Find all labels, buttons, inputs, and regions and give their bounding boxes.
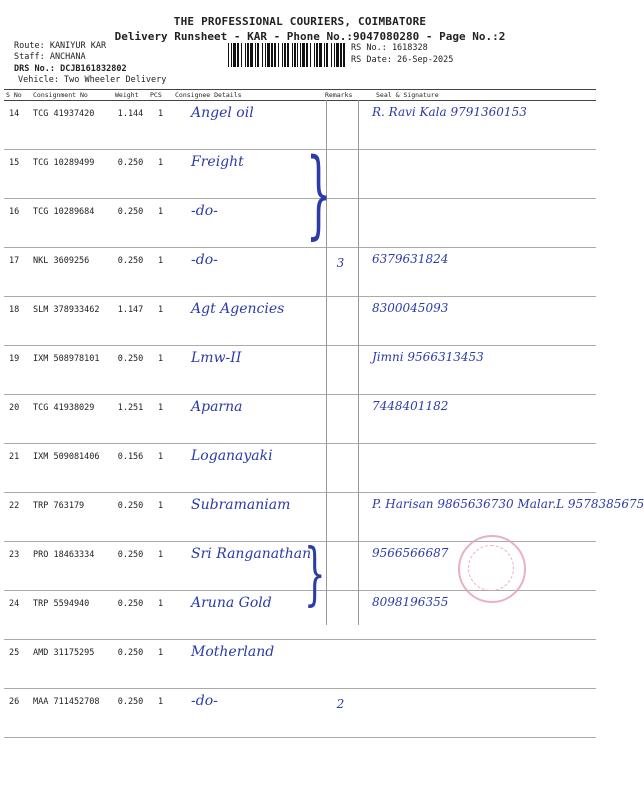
row-remarks (323, 640, 358, 689)
barcode-bar (257, 43, 259, 67)
table-row (4, 640, 596, 689)
row-sno: 25 (4, 640, 31, 689)
company-title: THE PROFESSIONAL COURIERS, COIMBATORE (173, 15, 427, 28)
barcode-bar (294, 43, 296, 67)
barcode-bar (233, 43, 236, 67)
row-consignment: TCG 41937420 (31, 101, 113, 150)
drs-row (14, 64, 127, 75)
row-seal: 6379631824 (358, 248, 596, 297)
col-weight: Weight (113, 90, 148, 101)
group-brace: } (306, 140, 332, 251)
row-weight: 1.251 (113, 395, 148, 444)
row-sno: 26 (4, 689, 31, 738)
row-consignment: MAA 711452708 (31, 689, 113, 738)
row-remarks (323, 395, 358, 444)
group-brace: } (304, 535, 326, 615)
col-seal: Seal & Signature (358, 90, 596, 101)
row-consignment: TCG 10289499 (31, 150, 113, 199)
row-seal (358, 640, 596, 689)
col-consignee: Consignee Details (173, 90, 323, 101)
row-seal: P. Harisan 9865636730 Malar.L 9578385675 (358, 493, 596, 542)
row-remarks (323, 591, 358, 640)
row-pcs: 1 (148, 444, 173, 493)
row-sno: 14 (4, 101, 31, 150)
table-row (4, 150, 596, 199)
barcode-bar (287, 43, 289, 67)
row-seal (358, 150, 596, 199)
table-row (4, 346, 596, 395)
row-sno: 15 (4, 150, 31, 199)
row-sno: 21 (4, 444, 31, 493)
row-weight: 0.250 (113, 493, 148, 542)
barcode-bar (300, 43, 301, 67)
row-consignee: -do- (173, 248, 323, 297)
barcode-bar (324, 43, 325, 67)
table-header-row (4, 90, 596, 101)
barcode-bar (271, 43, 273, 67)
barcode-bar (319, 43, 322, 67)
barcode-bar (237, 43, 239, 67)
row-consignee: Freight (173, 150, 323, 199)
barcode (228, 43, 346, 67)
barcode-bar (310, 43, 311, 67)
barcode-bar (274, 43, 276, 67)
barcode-bar (247, 43, 249, 67)
row-remarks: 2 (323, 689, 358, 738)
barcode-bar (340, 43, 342, 67)
row-consignment: IXM 508978101 (31, 346, 113, 395)
runsheet-table (4, 89, 644, 738)
rs-number: RS No.: 1618328 (351, 43, 428, 53)
row-consignment: TRP 763179 (31, 493, 113, 542)
rs-date: RS Date: 26-Sep-2025 (351, 55, 454, 65)
row-consignment: SLM 378933462 (31, 297, 113, 346)
row-consignment: AMD 31175295 (31, 640, 113, 689)
row-consignee: Angel oil (173, 101, 323, 150)
barcode-bar (267, 43, 270, 67)
row-consignment: PRO 18463334 (31, 542, 113, 591)
route-label: Route: KANIYUR KAR (14, 41, 107, 51)
row-seal: 8098196355 (358, 591, 596, 640)
row-sno: 23 (4, 542, 31, 591)
row-consignee: Loganayaki (173, 444, 323, 493)
table-row (4, 199, 596, 248)
drs-label: DRS No.: (14, 64, 55, 74)
row-seal: 9566566687 (358, 542, 596, 591)
row-sno: 22 (4, 493, 31, 542)
table-row (4, 444, 596, 493)
barcode-bar (265, 43, 266, 67)
barcode-bar (250, 43, 253, 67)
row-pcs: 1 (148, 640, 173, 689)
row-pcs: 1 (148, 150, 173, 199)
row-pcs: 1 (148, 591, 173, 640)
barcode-bar (326, 43, 328, 67)
barcode-bar (262, 43, 263, 67)
table-row (4, 395, 596, 444)
table-row (4, 248, 596, 297)
row-pcs: 1 (148, 199, 173, 248)
barcode-bar (292, 43, 293, 67)
runsheet-subtitle: Delivery Runsheet - KAR - Phone No.:9047080280 - Page No.:2 (114, 30, 506, 43)
row-sno: 24 (4, 591, 31, 640)
row-pcs: 1 (148, 297, 173, 346)
row-sno: 19 (4, 346, 31, 395)
barcode-bar (331, 43, 332, 67)
col-consignment: Consignment No (31, 90, 113, 101)
row-pcs: 1 (148, 346, 173, 395)
row-seal: 7448401182 (358, 395, 596, 444)
row-seal (358, 444, 596, 493)
row-pcs: 1 (148, 248, 173, 297)
row-weight: 0.250 (113, 248, 148, 297)
row-weight: 0.250 (113, 346, 148, 395)
col-sno: S No (4, 90, 31, 101)
row-pcs: 1 (148, 689, 173, 738)
row-remarks (323, 493, 358, 542)
row-consignment: NKL 3609256 (31, 248, 113, 297)
row-weight: 1.144 (113, 101, 148, 150)
barcode-bar (306, 43, 308, 67)
row-consignee: Agt Agencies (173, 297, 323, 346)
barcode-bar (241, 43, 242, 67)
row-consignee: Motherland (173, 640, 323, 689)
row-weight: 0.250 (113, 150, 148, 199)
col-pcs: PCS (148, 90, 173, 101)
table-row (4, 689, 596, 738)
row-seal: Jimni 9566313453 (358, 346, 596, 395)
seal-stamp (458, 535, 526, 603)
row-weight: 0.250 (113, 689, 148, 738)
row-consignee: Aruna Gold (173, 591, 323, 640)
row-consignee: Subramaniam (173, 493, 323, 542)
row-pcs: 1 (148, 395, 173, 444)
barcode-bar (245, 43, 246, 67)
row-weight: 0.250 (113, 542, 148, 591)
barcode-bar (228, 43, 229, 67)
row-seal (358, 199, 596, 248)
barcode-bar (336, 43, 339, 67)
row-pcs: 1 (148, 101, 173, 150)
row-seal: R. Ravi Kala 9791360153 (358, 101, 596, 150)
row-sno: 20 (4, 395, 31, 444)
row-remarks: 3 (323, 248, 358, 297)
table-row (4, 297, 596, 346)
table-row (4, 493, 596, 542)
barcode-bar (255, 43, 256, 67)
barcode-bar (231, 43, 232, 67)
row-sno: 18 (4, 297, 31, 346)
row-consignee: Sri Ranganathan (173, 542, 323, 591)
row-pcs: 1 (148, 542, 173, 591)
staff-label: Staff: ANCHANA (14, 52, 86, 62)
barcode-bar (282, 43, 283, 67)
row-consignment: TCG 41938029 (31, 395, 113, 444)
barcode-bar (284, 43, 286, 67)
barcode-bar (343, 43, 345, 67)
row-consignee: -do- (173, 689, 323, 738)
row-seal (358, 689, 596, 738)
row-weight: 0.250 (113, 640, 148, 689)
row-consignee: Lmw-II (173, 346, 323, 395)
row-consignee: Aparna (173, 395, 323, 444)
row-remarks (323, 542, 358, 591)
row-consignee: -do- (173, 199, 323, 248)
table-row (4, 101, 596, 150)
row-sno: 17 (4, 248, 31, 297)
row-consignment: TRP 5594940 (31, 591, 113, 640)
row-pcs: 1 (148, 493, 173, 542)
row-seal: 8300045093 (358, 297, 596, 346)
row-remarks (323, 297, 358, 346)
barcode-bar (334, 43, 335, 67)
barcode-bar (278, 43, 279, 67)
row-remarks (323, 346, 358, 395)
seal-divider (358, 100, 359, 625)
row-consignment: IXM 509081406 (31, 444, 113, 493)
barcode-bar (314, 43, 315, 67)
row-remarks (323, 444, 358, 493)
col-remarks: Remarks (323, 90, 358, 101)
row-weight: 0.156 (113, 444, 148, 493)
row-weight: 0.250 (113, 591, 148, 640)
row-weight: 1.147 (113, 297, 148, 346)
barcode-bar (297, 43, 298, 67)
barcode-bar (302, 43, 305, 67)
vehicle-label: Vehicle: Two Wheeler Delivery (18, 75, 167, 85)
row-consignment: TCG 10289684 (31, 199, 113, 248)
barcode-bar (316, 43, 318, 67)
row-sno: 16 (4, 199, 31, 248)
row-weight: 0.250 (113, 199, 148, 248)
drs-number: DCJB161832802 (60, 64, 127, 74)
